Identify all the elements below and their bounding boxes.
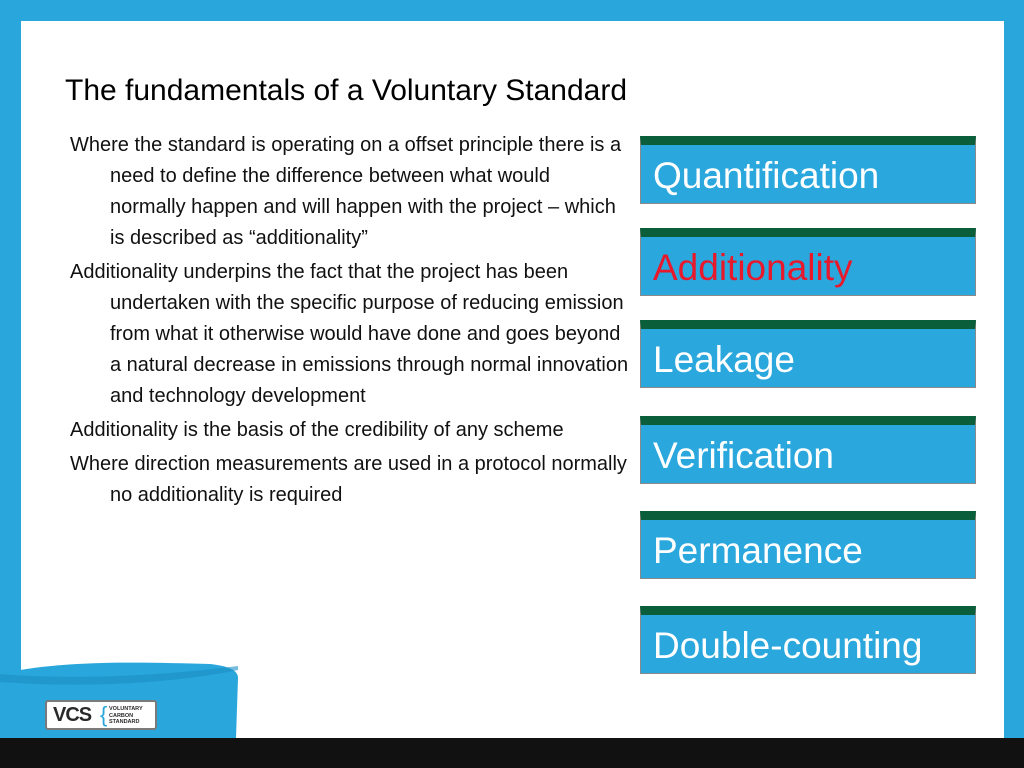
slide-title: The fundamentals of a Voluntary Standard — [65, 74, 628, 107]
logo-sub-line: CARBON — [109, 712, 134, 719]
footer-bar — [0, 738, 1024, 768]
logo-sub-line: VOLUNTARY — [109, 706, 143, 712]
topic-box-leakage — [640, 320, 976, 388]
topic-label: Quantification — [653, 155, 880, 196]
logo-subtitle — [109, 706, 155, 726]
bullet-list — [70, 130, 630, 514]
topic-label: Permanence — [653, 530, 863, 571]
logo-text: VCS — [53, 704, 92, 726]
topic-label: Double-counting — [653, 625, 923, 666]
bullet-item: Where direction measurements are used in a protocol normally no additionality is required — [70, 453, 627, 506]
vcs-logo — [45, 700, 157, 730]
topic-box-permanence — [640, 511, 976, 579]
bullet-item: Where the standard is operating on a offset principle there is a need to define the difference between what would normally happen and will happen with the project – which is described as “additionality” — [70, 134, 622, 249]
bullet-item: Additionality underpins the fact that the project has been undertaken with the specific purpose of reducing emission from what it otherwise would have done and goes beyond a natural decrease in emissions through normal innovation and technology development — [70, 261, 629, 407]
topic-label: Leakage — [653, 339, 795, 380]
topic-box-verification — [640, 416, 976, 484]
topic-box-quantification — [640, 136, 976, 204]
logo-sub-line: STANDARD — [109, 719, 140, 725]
bullet-item: Additionality is the basis of the credibility of any scheme — [70, 419, 564, 441]
topic-label-active: Additionality — [653, 247, 853, 288]
topic-label: Verification — [653, 435, 834, 476]
logo-bracket: { — [100, 702, 108, 727]
topic-box-additionality — [640, 228, 976, 296]
